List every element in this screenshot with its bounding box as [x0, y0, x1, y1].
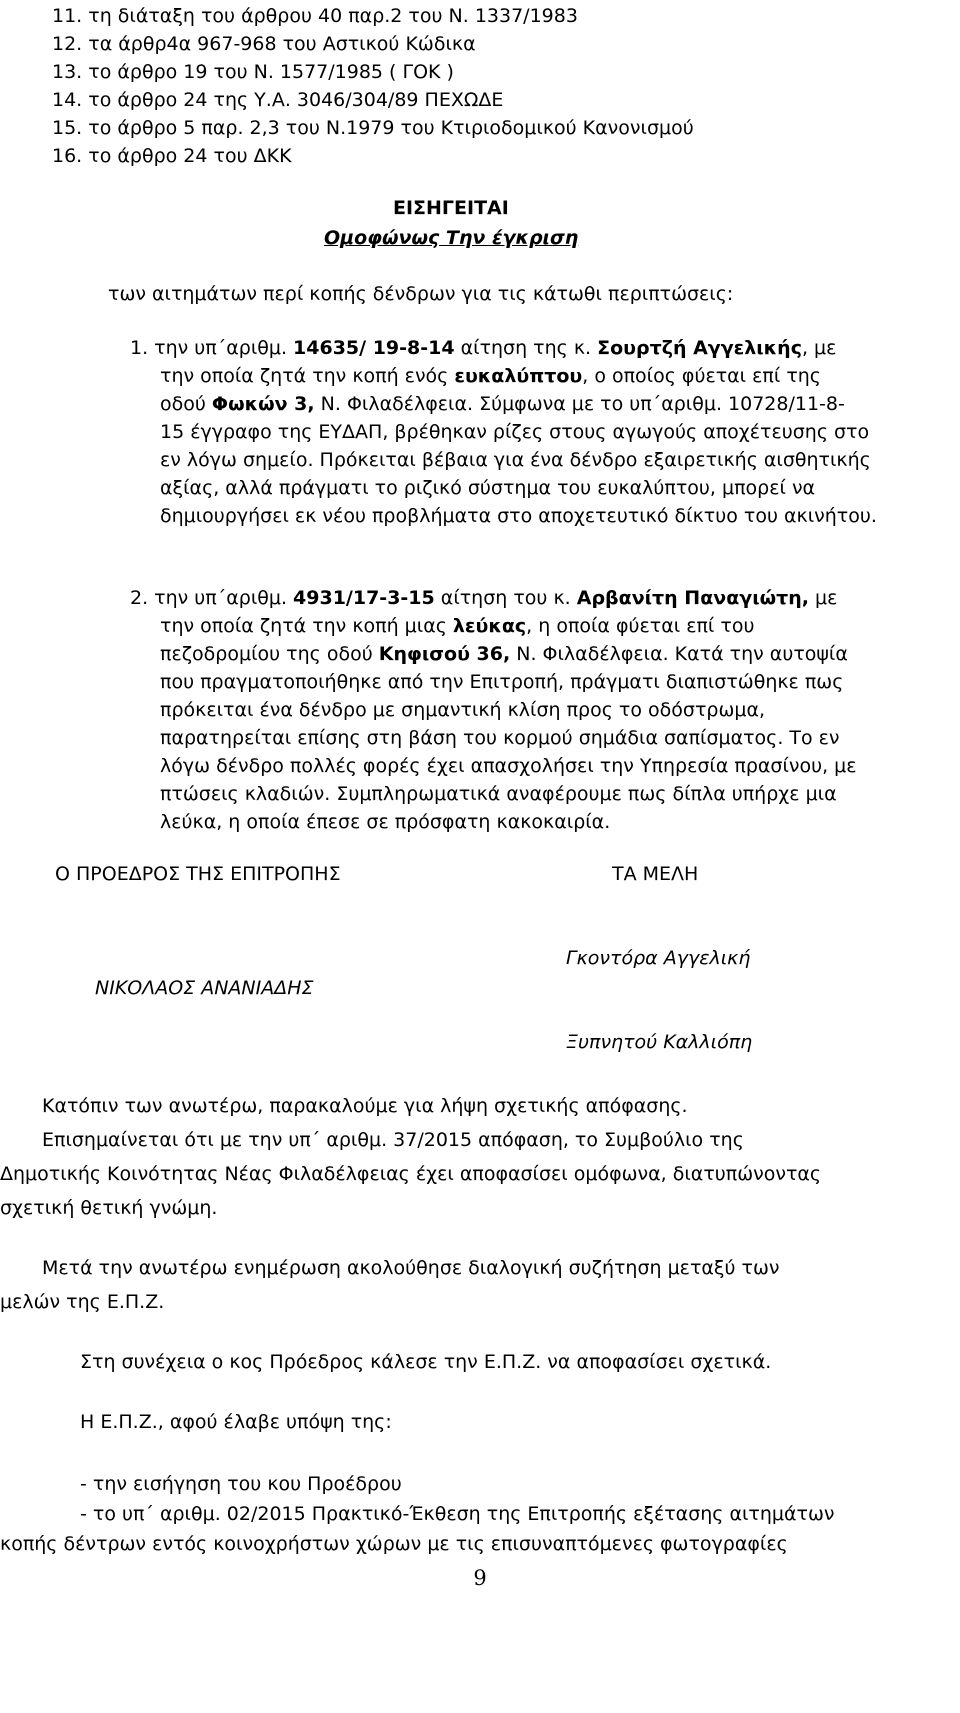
body-paragraph: Επισημαίνεται ότι με την υπ΄ αριθμ. 37/2015 απόφαση, το Συμβούλιο της	[42, 1129, 744, 1151]
law-item: 16. το άρθρο 24 του ΔΚΚ	[52, 145, 292, 167]
body-paragraph: κοπής δέντρων εντός κοινοχρήστων χώρων με τις επισυναπτόμενες φωτογραφίες	[0, 1533, 788, 1555]
president-name: ΝΙΚΟΛΑΟΣ ΑΝΑΝΙΑΔΗΣ	[95, 977, 314, 999]
case2-line: πεζοδρομίου της οδού Κηφισού 36, Ν. Φιλαδέλφεια. Κατά την αυτοψία	[160, 643, 848, 665]
law-item: 14. το άρθρο 24 της Υ.Α. 3046/304/89 ΠΕΧΩΔΕ	[52, 89, 504, 111]
intro-text: των αιτημάτων περί κοπής δένδρων για τις κάτωθι περιπτώσεις:	[108, 283, 734, 305]
case2-line: 2. την υπ΄αριθμ. 4931/17-3-15 αίτηση του κ. Αρβανίτη Παναγιώτη, με	[130, 587, 838, 609]
body-paragraph: Η Ε.Π.Ζ., αφού έλαβε υπόψη της:	[80, 1411, 392, 1433]
case2-line: λόγω δένδρο πολλές φορές έχει απασχολήσει την Υπηρεσία πρασίνου, με	[160, 755, 857, 777]
case1-line: αξίας, αλλά πράγματι το ριζικό σύστημα του ευκαλύπτου, μπορεί να	[160, 477, 816, 499]
law-item: 12. τα άρθρ4α 967-968 του Αστικού Κώδικα	[52, 33, 476, 55]
case2-line: πρόκειται ένα δένδρο με σημαντική κλίση προς το οδόστρωμα,	[160, 699, 766, 721]
case1-line: οδού Φωκών 3, Ν. Φιλαδέλφεια. Σύμφωνα με το υπ΄αριθμ. 10728/11-8-	[160, 393, 845, 415]
case2-line: πτώσεις κλαδιών. Συμπληρωματικά αναφέρουμε πως δίπλα υπήρχε μια	[160, 783, 837, 805]
body-paragraph: μελών της Ε.Π.Ζ.	[0, 1291, 165, 1313]
case1-line: 15 έγγραφο της ΕΥΔΑΠ, βρέθηκαν ρίζες στους αγωγούς αποχέτευσης στο	[160, 421, 870, 443]
case2-line: την οποία ζητά την κοπή μιας λεύκας, η οποία φύεται επί του	[160, 615, 755, 637]
case2-line: που πραγματοποιήθηκε από την Επιτροπή, πράγματι διαπιστώθηκε πως	[160, 671, 844, 693]
case1-line: εν λόγω σημείο. Πρόκειται βέβαια για ένα δένδρο εξαιρετικής αισθητικής	[160, 449, 871, 471]
body-paragraph: - το υπ΄ αριθμ. 02/2015 Πρακτικό-Έκθεση της Επιτροπής εξέτασης αιτημάτων	[80, 1503, 835, 1525]
law-item: 15. το άρθρο 5 παρ. 2,3 του Ν.1979 του Κτιριοδομικού Κανονισμού	[52, 117, 694, 139]
proposal-subheading: Ομοφώνως Την έγκριση	[324, 227, 579, 249]
case1-line: 1. την υπ΄αριθμ. 14635/ 19-8-14 αίτηση της κ. Σουρτζή Αγγελικής, με	[130, 337, 837, 359]
member-name: Ξυπνητού Καλλιόπη	[566, 1031, 753, 1053]
members-title: ΤΑ ΜΕΛΗ	[612, 863, 699, 885]
proposal-heading: ΕΙΣΗΓΕΙΤΑΙ	[393, 197, 509, 219]
law-item: 13. το άρθρο 19 του Ν. 1577/1985 ( ΓΟΚ )	[52, 61, 454, 83]
case2-line: παρατηρείται επίσης στη βάση του κορμού σημάδια σαπίσματος. Το εν	[160, 727, 840, 749]
case1-line: δημιουργήσει εκ νέου προβλήματα στο αποχετευτικό δίκτυο του ακινήτου.	[160, 505, 877, 527]
body-paragraph: Στη συνέχεια ο κος Πρόεδρος κάλεσε την Ε.Π.Ζ. να αποφασίσει σχετικά.	[80, 1351, 772, 1373]
body-paragraph: σχετική θετική γνώμη.	[0, 1197, 218, 1219]
case2-line: λεύκα, η οποία έπεσε σε πρόσφατη κακοκαιρία.	[160, 811, 611, 833]
page-number: 9	[473, 1566, 487, 1590]
president-title: Ο ΠΡΟΕΔΡΟΣ ΤΗΣ ΕΠΙΤΡΟΠΗΣ	[55, 863, 341, 885]
body-paragraph: Μετά την ανωτέρω ενημέρωση ακολούθησε διαλογική συζήτηση μεταξύ των	[42, 1257, 780, 1279]
law-item: 11. τη διάταξη του άρθρου 40 παρ.2 του Ν. 1337/1983	[52, 5, 578, 27]
body-paragraph: Κατόπιν των ανωτέρω, παρακαλούμε για λήψη σχετικής απόφασης.	[42, 1095, 688, 1117]
case1-line: την οποία ζητά την κοπή ενός ευκαλύπτου, ο οποίος φύεται επί της	[160, 365, 821, 387]
body-paragraph: Δημοτικής Κοινότητας Νέας Φιλαδέλφειας έχει αποφασίσει ομόφωνα, διατυπώνοντας	[0, 1163, 822, 1185]
member-name: Γκοντόρα Αγγελική	[566, 947, 751, 969]
body-paragraph: - την εισήγηση του κου Προέδρου	[80, 1473, 402, 1495]
